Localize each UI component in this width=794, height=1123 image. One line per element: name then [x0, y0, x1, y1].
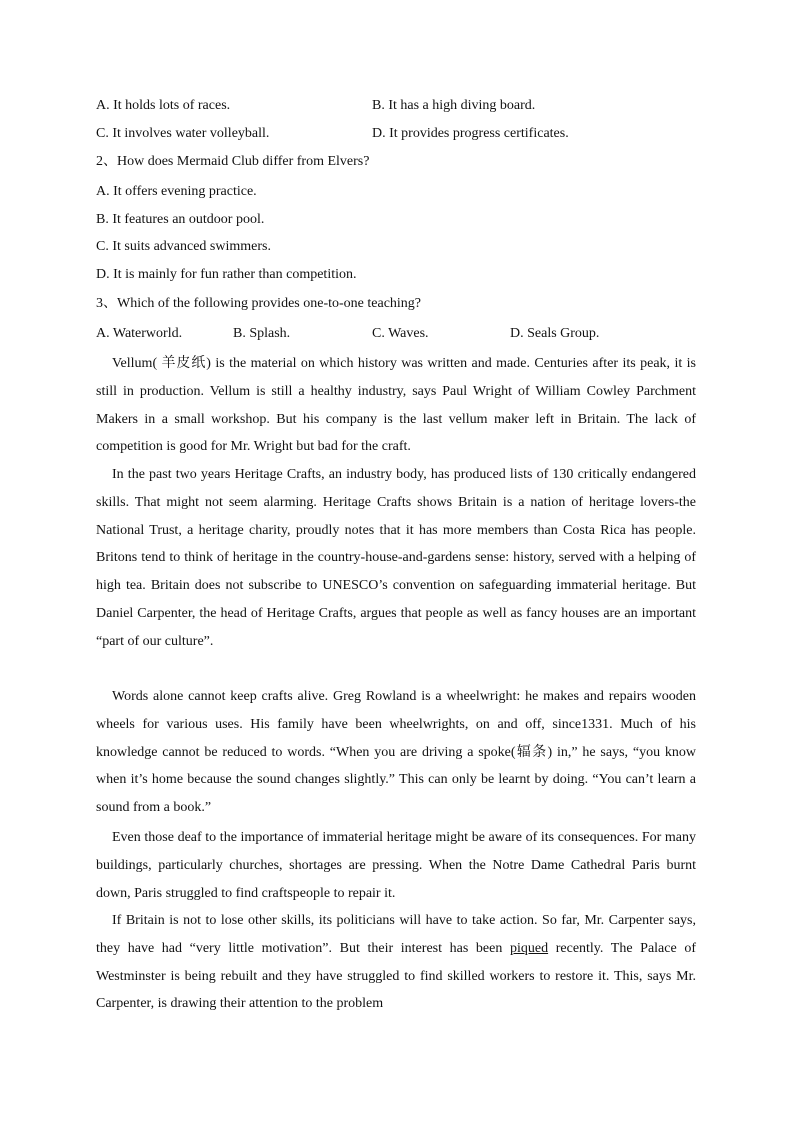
- q1-option-c: C. It involves water volleyball.: [96, 126, 270, 141]
- paragraph-5-text-end: recently. The Palace of Westminster is being rebuilt and they have struggled to find skilled workers to restore it. This, says Mr. Carpenter, is drawing their attention to the problem: [96, 940, 696, 1012]
- q2-option-c: C. It suits advanced swimmers.: [96, 239, 271, 254]
- paragraph-5-text-start: If Britain is not to lose other skills, its politicians will have to take action. So far, Mr. Carpenter says, they have had “very little motivation”. But their interest has been: [96, 913, 696, 956]
- q1-option-a: A. It holds lots of races.: [96, 98, 231, 113]
- q3-option-b: B. Splash.: [233, 326, 291, 341]
- q2-option-b: B. It features an outdoor pool.: [96, 212, 265, 227]
- q1-option-d: D. It provides progress certificates.: [372, 126, 569, 141]
- q2-option-d: D. It is mainly for fun rather than competition.: [96, 267, 357, 282]
- underlined-word-piqued: piqued: [509, 940, 549, 956]
- passage-paragraph-2: In the past two years Heritage Crafts, an industry body, has produced lists of 130 critically endangered skills. That might not seem alarming. Heritage Crafts shows Britain is a nation of heritage lovers-the National Trust, a heritage charity, proudly notes that it has more members than Costa Rica has people. Britons tend to think of heritage in the country-house-and-gardens sense: history, served with a helping of high tea. Britain does not subscribe to UNESCO’s convention on safeguarding immaterial heritage. But Daniel Carpenter, the head of Heritage Crafts, argues that people as well as fancy houses are an important “part of our culture”.: [96, 467, 696, 649]
- passage-paragraph-1: Vellum( 羊皮纸) is the material on which history was written and made. Centuries after its peak, it is still in production. Vellum is still a healthy industry, says Paul Wright of William Cowley Parchment Makers in a small workshop. But his company is the last vellum maker left in Britain. The lack of competition is good for Mr. Wright but bad for the craft.: [96, 356, 696, 455]
- q3-option-a: A. Waterworld.: [96, 326, 183, 341]
- q3-option-c: C. Waves.: [372, 326, 429, 341]
- q2-option-a: A. It offers evening practice.: [96, 184, 257, 199]
- q1-option-b: B. It has a high diving board.: [372, 98, 536, 113]
- passage-paragraph-5: [96, 907, 696, 1018]
- q3-stem: 3、Which of the following provides one-to-one teaching?: [96, 296, 422, 311]
- passage-paragraph-4: Even those deaf to the importance of immaterial heritage might be aware of its consequences. For many buildings, particularly churches, shortages are pressing. When the Notre Dame Cathedral Paris burnt down, Paris struggled to find craftspeople to repair it.: [96, 830, 696, 901]
- q2-stem: 2、How does Mermaid Club differ from Elvers?: [96, 154, 370, 169]
- passage-paragraph-3: Words alone cannot keep crafts alive. Greg Rowland is a wheelwright: he makes and repairs wooden wheels for various uses. His family have been wheelwrights, on and off, since1331. Much of his knowledge cannot be reduced to words. “When you are driving a spoke(辐条) in,” he says, “you know when it’s home because the sound changes slightly.” This can only be learnt by doing. “You can’t learn a sound from a book.”: [96, 689, 696, 816]
- q3-option-d: D. Seals Group.: [510, 326, 600, 341]
